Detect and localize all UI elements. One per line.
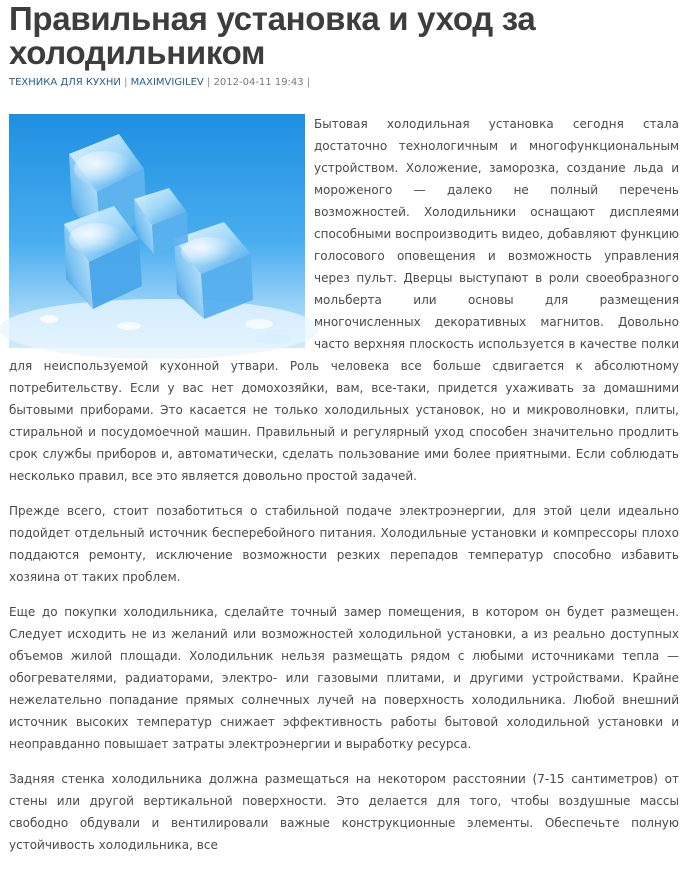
category-link[interactable]: ТЕХНИКА ДЛЯ КУХНИ xyxy=(9,77,121,88)
post-datetime: 2012-04-11 19:43 xyxy=(213,77,304,88)
meta-separator: | xyxy=(124,77,128,88)
author-link[interactable]: MAXIMVIGILEV xyxy=(130,77,204,88)
meta-separator: | xyxy=(306,77,311,88)
article-paragraph: Бытовая холодильная установка сегодня стала достаточно технологичным и многофункциональным устройством. Холожение, заморозка, создание льда и мороженого — далеко не полный перечень возможностей. Холодильники оснащают дисплеями способными воспроизводить видео, добавляют функцию голосового оповещения и возможность управления через пульт. Дверцы выступают в роли своеобразного мольберта или основы для размещения многочисленных декоративных магнитов. Довольно часто верхняя плоскость используется в качестве полки для неиспользуемой кухонной утвари. Роль человека все больше сдвигается к абсолютному потребительству. Если у вас нет домохозяйки, вам, все-таки, придется ухаживать за домашними бытовыми приборами. Это касается не только холодильных установок, но и микроволновки, плиты, стиральной и посудомоечной машин. Правильный и регулярный уход способен значительно продлить срок службы приборов и, автоматически, сделать пользование ими более приятными. Если соблюдать несколько правил, все это является довольно простой задачей. xyxy=(9,117,679,483)
article-paragraph: Задняя стенка холодильника должна размещаться на некотором расстоянии (7-15 сантиметров) от стены или другой вертикальной поверхности. Это делается для того, чтобы воздушные массы свободно обдували и вентилировали важные конструкционные элементы. Обеспечьте полную устойчивость холодильника, все xyxy=(9,772,679,852)
article-body xyxy=(9,113,679,869)
article-paragraph: Прежде всего, стоит позаботиться о стабильной подаче электроэнергии, для этой цели идеально подойдет отдельный источник бесперебойного питания. Холодильные установки и компрессоры плохо поддаются ремонту, исключение возможности резких перепадов температур способно избавить хозяина от таких проблем. xyxy=(9,504,679,584)
article-meta xyxy=(9,76,310,90)
image-spacer xyxy=(9,113,314,353)
meta-separator: | xyxy=(206,77,211,88)
article-paragraph: Еще до покупки холодильника, сделайте точный замер помещения, в котором он будет размещен. Следует исходить не из желаний или возможностей холодильной установки, а из реально доступных объемов жилой площади. Холодильник нельзя размещать рядом с любыми источниками тепла — обогревателями, радиаторами, электро- или газовыми плитами, и другими устройствами. Крайне нежелательно попадание прямых солнечных лучей на поверхность холодильника. Любой внешний источник высоких температур снижает эффективность работы бытовой холодильной установки и неоправданно повышает затраты электроэнергии и выработку ресурса. xyxy=(9,605,679,751)
page-title: Правильная установка и уход за холодильником xyxy=(9,0,536,71)
